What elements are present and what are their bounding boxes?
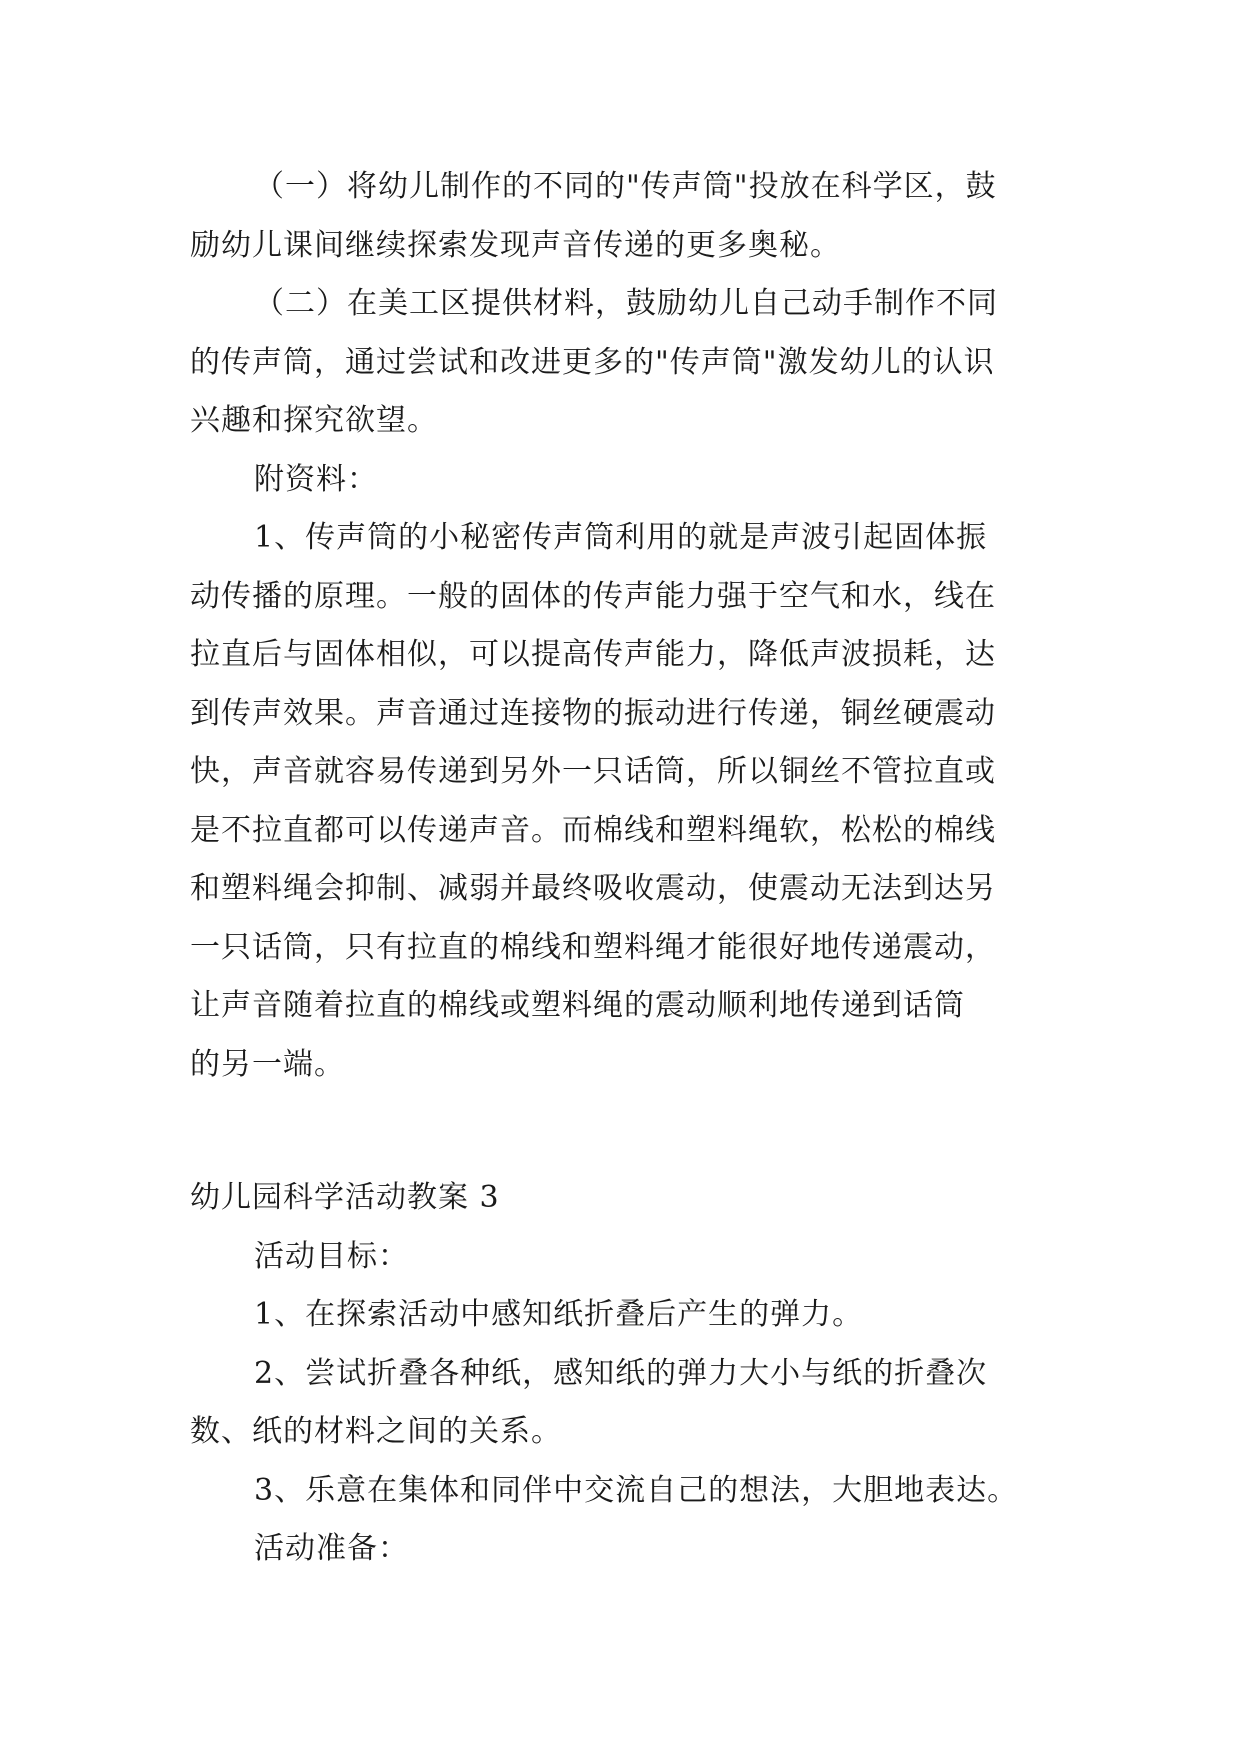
- appendix-line-5: 快，声音就容易传递到另外一只话筒，所以铜丝不管拉直或: [190, 754, 996, 789]
- appendix-line-6: 是不拉直都可以传递声音。而棉线和塑料绳软，松松的棉线: [190, 812, 996, 848]
- appendix-line-4: 到传声效果。声音通过连接物的振动进行传递，铜丝硬震动: [190, 695, 996, 731]
- paragraph-2-line-2: 的传声筒，通过尝试和改进更多的"传声筒"激发幼儿的认识: [190, 344, 995, 380]
- goals-label: 活动目标：: [254, 1238, 409, 1274]
- goal-2-line-1: 2、尝试折叠各种纸，感知纸的弹力大小与纸的折叠次: [254, 1355, 988, 1391]
- appendix-line-8: 一只话筒，只有拉直的棉线和塑料绳才能很好地传递震动，: [190, 929, 996, 965]
- paragraph-1-line-2: 励幼儿课间继续探索发现声音传递的更多奥秘。: [190, 227, 841, 263]
- appendix-line-2: 动传播的原理。一般的固体的传声能力强于空气和水，线在: [190, 578, 996, 614]
- paragraph-2-line-3: 兴趣和探究欲望。: [190, 403, 438, 438]
- section-spacer: [190, 1094, 1052, 1169]
- goal-2-line-2: 数、纸的材料之间的关系。: [190, 1414, 562, 1449]
- appendix-line-10: 的另一端。: [190, 1046, 345, 1082]
- goal-1: 1、在探索活动中感知纸折叠后产生的弹力。: [254, 1297, 864, 1332]
- appendix-line-9: 让声音随着拉直的棉线或塑料绳的震动顺利地传递到话筒: [190, 988, 965, 1023]
- appendix-line-3: 拉直后与固体相似，可以提高传声能力，降低声波损耗，达: [190, 637, 996, 672]
- paragraph-1-line-1: （一）将幼儿制作的不同的"传声筒"投放在科学区，鼓: [254, 169, 997, 204]
- document-page: [190, 158, 1052, 1579]
- paragraph-2-line-1: （二）在美工区提供材料，鼓励幼儿自己动手制作不同: [254, 286, 998, 321]
- prep-label: 活动准备：: [254, 1531, 409, 1566]
- section-title: 幼儿园科学活动教案 3: [190, 1180, 500, 1215]
- appendix-line-7: 和塑料绳会抑制、减弱并最终吸收震动，使震动无法到达另: [190, 871, 996, 906]
- appendix-line-1: 1、传声筒的小秘密传声筒利用的就是声波引起固体振: [254, 520, 988, 555]
- goal-3: 3、乐意在集体和同伴中交流自己的想法，大胆地表达。: [254, 1472, 1019, 1508]
- appendix-label: 附资料：: [254, 461, 378, 497]
